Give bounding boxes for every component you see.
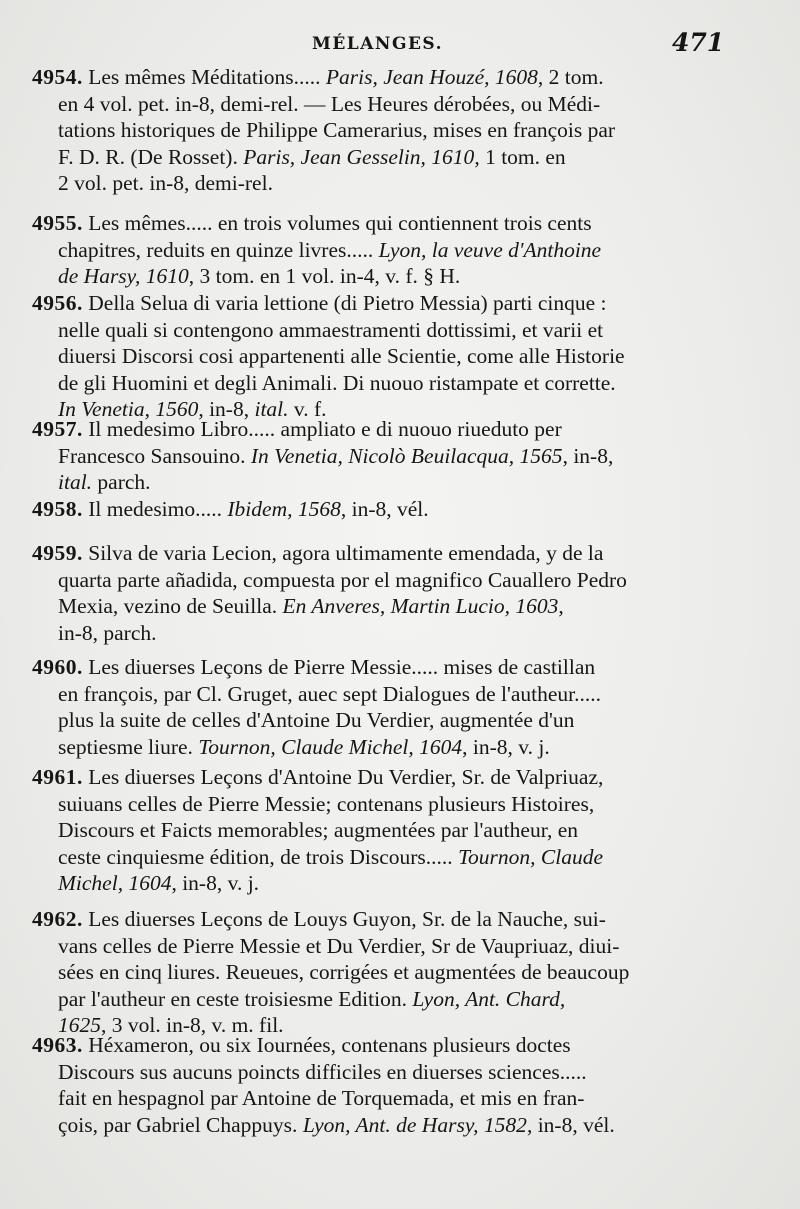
entry-first-line [32, 540, 603, 566]
entry-text: F. D. R. (De Rosset). Paris, Jean Gesselin, 1610, 1 tom. en [58, 144, 566, 169]
entry-first-line [32, 290, 607, 316]
entry-text: Francesco Sansouino. In Venetia, Nicolò Beuilacqua, 1565, in-8, [58, 443, 614, 468]
entry-text: Mexia, vezino de Seuilla. En Anveres, Martin Lucio, 1603, [58, 594, 564, 619]
entry-line [58, 317, 603, 343]
entry-first-line [32, 906, 606, 932]
entry-text: septiesme liure. Tournon, Claude Michel, 1604, in-8, v. j. [58, 734, 550, 759]
entry-text: de Harsy, 1610, 3 tom. en 1 vol. in-4, v. f. § H. [58, 264, 461, 289]
entry-line [58, 170, 273, 196]
entry-line [58, 844, 603, 870]
entry-line [58, 681, 601, 707]
entry-number: 4962. [32, 907, 83, 931]
entry-line [58, 567, 627, 593]
entry-text: fait en hespagnol par Antoine de Torquemada, et mis en fran- [58, 1086, 585, 1111]
entry-first-line [32, 654, 595, 680]
entry-text: Les mêmes Méditations..... Paris, Jean Houzé, 1608, 2 tom. [82, 65, 604, 89]
entry-line [58, 791, 594, 817]
entry-text: diuersi Discorsi cosi appartenenti alle Scientie, come alle Historie [58, 344, 625, 369]
entry-text: de gli Huomini et degli Animali. Di nuouo ristampate et corrette. [58, 370, 616, 395]
entry-number: 4961. [32, 765, 83, 789]
entry-line [58, 237, 601, 263]
entry-text: quarta parte añadida, compuesta por el magnifico Cauallero Pedro [58, 567, 627, 592]
entry-first-line [32, 210, 592, 236]
page-number: 471 [672, 28, 725, 57]
entry-text: Il medesimo Libro..... ampliato e di nuouo riueduto per [82, 417, 562, 441]
entry-text: 2 vol. pet. in-8, demi-rel. [58, 171, 273, 196]
entry-text: Les diuerses Leçons de Louys Guyon, Sr. de la Nauche, sui- [82, 907, 606, 931]
entry-text: vans celles de Pierre Messie et Du Verdier, Sr de Vaupriuaz, diui- [58, 933, 620, 958]
entry-text: nelle quali si contengono ammaestramenti dottissimi, et varii et [58, 317, 604, 342]
entry-text: en 4 vol. pet. in-8, demi-rel. — Les Heures dérobées, ou Médi- [58, 91, 601, 116]
entry-text: ital. parch. [58, 470, 151, 495]
entry-first-line [32, 496, 429, 522]
entry-line [58, 959, 629, 985]
entry-line [58, 117, 615, 143]
entry-line [58, 263, 460, 289]
running-title: MÉLANGES. [312, 34, 444, 54]
entry-number: 4956. [32, 291, 83, 315]
entry-text: Della Selua di varia lettione (di Pietro Messia) parti cinque : [82, 291, 607, 315]
entry-line [58, 707, 574, 733]
entry-text: In Venetia, 1560, in-8, ital. v. f. [58, 397, 327, 422]
entry-text: Il medesimo..... Ibidem, 1568, in-8, vél. [82, 497, 429, 521]
entry-line [58, 870, 259, 896]
entry-number: 4954. [32, 65, 83, 89]
entry-line [58, 593, 564, 619]
entry-text: Silva de varia Lecion, agora ultimamente emendada, y de la [82, 541, 604, 565]
entry-text: plus la suite de celles d'Antoine Du Verdier, augmentée d'un [58, 708, 575, 733]
page-header [0, 28, 800, 64]
entry-text: Discours et Faicts memorables; augmentées par l'autheur, en [58, 818, 579, 843]
entry-number: 4958. [32, 497, 83, 521]
entry-text: chapitres, reduits en quinze livres..... Lyon, la veuve d'Anthoine [58, 237, 602, 262]
entry-first-line [32, 764, 603, 790]
entry-text: sées en cinq liures. Reueues, corrigées et augmentées de beaucoup [58, 960, 630, 985]
entry-text: ceste cinquiesme édition, de trois Discours..... Tournon, Claude [58, 844, 604, 869]
entry-number: 4963. [32, 1033, 83, 1057]
entry-line [58, 370, 616, 396]
entry-line [58, 343, 625, 369]
entry-text: Les diuerses Leçons d'Antoine Du Verdier, Sr. de Valpriuaz, [82, 765, 604, 789]
entry-line [58, 443, 613, 469]
entry-line [58, 144, 566, 170]
entry-line [58, 933, 619, 959]
entry-line [58, 817, 578, 843]
entry-line [58, 469, 151, 495]
entry-first-line [32, 416, 562, 442]
entry-text: Les mêmes..... en trois volumes qui contiennent trois cents [82, 211, 592, 235]
entry-text: Héxameron, ou six Iournées, contenans plusieurs doctes [82, 1033, 571, 1057]
entry-text: tations historiques de Philippe Camerarius, mises en françois par [58, 118, 616, 143]
entry-number: 4960. [32, 655, 83, 679]
entry-line [58, 620, 157, 646]
entry-line [58, 986, 565, 1012]
entry-text: en françois, par Cl. Gruget, auec sept Dialogues de l'autheur..... [58, 681, 601, 706]
entry-line [58, 734, 550, 760]
entry-number: 4957. [32, 417, 83, 441]
entry-text: par l'autheur en ceste troisiesme Edition. Lyon, Ant. Chard, [58, 986, 566, 1011]
entry-text: suiuans celles de Pierre Messie; contenans plusieurs Histoires, [58, 791, 595, 816]
entry-line [58, 1059, 587, 1085]
entry-number: 4959. [32, 541, 83, 565]
entry-line [58, 1112, 615, 1138]
entry-number: 4955. [32, 211, 83, 235]
entry-first-line [32, 1032, 571, 1058]
entry-text: in-8, parch. [58, 620, 157, 645]
entry-line [58, 1085, 584, 1111]
entry-line [58, 91, 600, 117]
entry-first-line [32, 64, 604, 90]
entry-text: Michel, 1604, in-8, v. j. [58, 871, 260, 896]
entry-text: çois, par Gabriel Chappuys. Lyon, Ant. de Harsy, 1582, in-8, vél. [58, 1112, 615, 1137]
entry-text: Discours sus aucuns poincts difficiles en diuerses sciences..... [58, 1059, 587, 1084]
entry-text: Les diuerses Leçons de Pierre Messie..... mises de castillan [82, 655, 596, 679]
entry-text: 1625, 3 vol. in-8, v. m. fil. [58, 1013, 284, 1038]
